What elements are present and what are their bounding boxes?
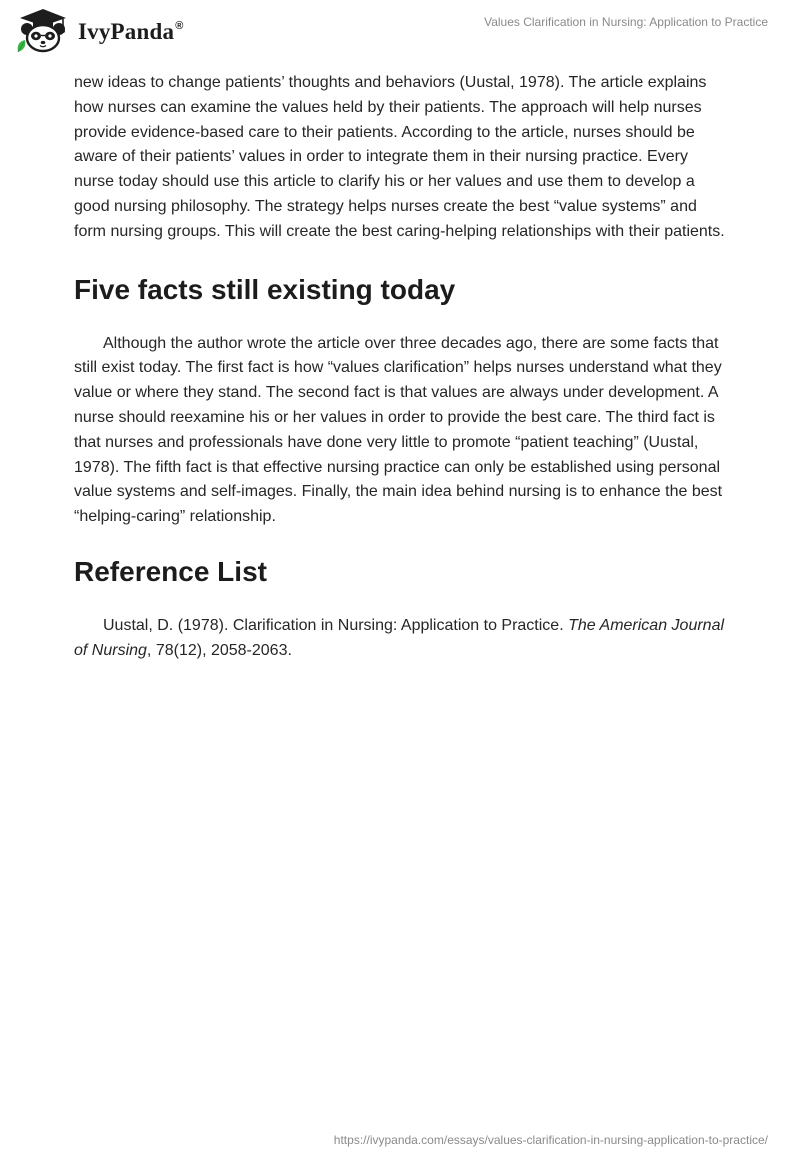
section-heading-reference-list: Reference List xyxy=(74,555,267,587)
intro-paragraph: new ideas to change patients’ thoughts and behaviors (Uustal, 1978). The article explains how nurses can examine the values held by their patients. The approach will help nurses provide evidence-based care to their patients. According to the article, nurses should be aware of their patients’ values in order to integrate them in their nursing practice. Every nurse today should use this article to clarify his or her values and use them to develop a good nursing philosophy. The strategy helps nurses create the best “value systems” and form nursing groups. This will create the best caring-helping relationships with their patients. xyxy=(74,74,725,240)
reference-details: , 78(12), 2058-2063. xyxy=(146,641,292,659)
registered-mark: ® xyxy=(175,20,184,32)
logo-wordmark: IvyPanda® xyxy=(78,19,184,44)
running-title: Values Clarification in Nursing: Application to Practice xyxy=(484,15,768,29)
section-heading-five-facts: Five facts still existing today xyxy=(74,273,456,305)
five-facts-paragraph: Although the author wrote the article over three decades ago, there are some facts that still exist today. The first fact is how “values clarification” helps nurses understand what they value or where they stand. The second fact is that values are always under development. A nurse should reexamine his or her values in order to provide the best care. The third fact is that nurses and professionals have done very little to promote “patient teaching” (Uustal, 1978). The fifth fact is that effective nursing practice can only be established using personal value systems and self-images. Finally, the main idea behind nursing is to enhance the best “helping-caring” relationship. xyxy=(74,334,723,526)
reference-journal: The American Journal of Nursing xyxy=(74,616,725,659)
source-url[interactable]: https://ivypanda.com/essays/values-clarification-in-nursing-application-to-practice/ xyxy=(333,1133,768,1147)
essay-content xyxy=(74,71,726,664)
reference-entry xyxy=(74,614,726,664)
panda-graduate-icon xyxy=(14,8,72,54)
ivypanda-logo[interactable] xyxy=(14,8,184,54)
reference-authors-title: Uustal, D. (1978). Clarification in Nursing: Application to Practice. xyxy=(103,616,569,634)
